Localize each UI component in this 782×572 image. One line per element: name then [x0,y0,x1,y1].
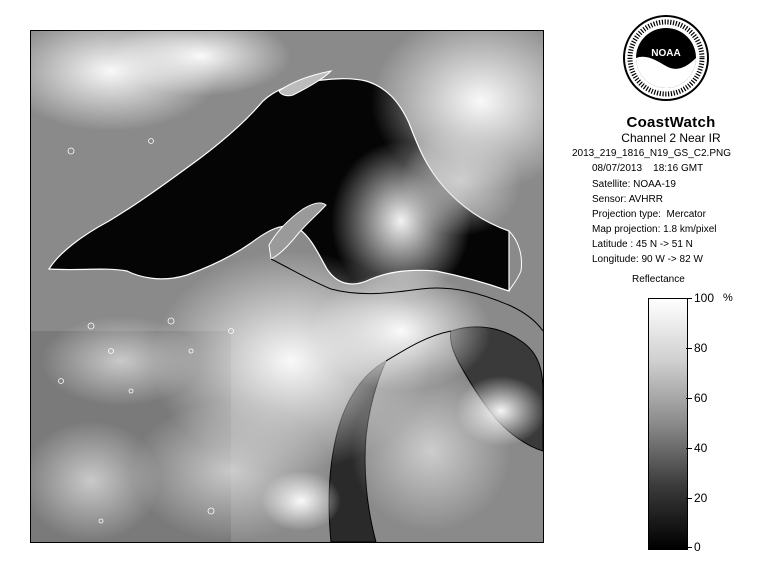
scale-unit: % [723,292,733,304]
channel-subtitle: Channel 2 Near IR [621,131,721,145]
scale-tick-label: 20 [694,491,708,505]
legend-panel [560,0,782,572]
latitude-text: Latitude : 45 N -> 51 N [592,239,693,250]
logo-text: NOAA [651,48,681,59]
scale-title: Reflectance [632,274,685,285]
scale-tick-label: 0 [694,540,701,554]
scale-tick-label: 100 [694,291,715,305]
projection-type-text: Projection type: Mercator [592,209,706,220]
noaa-logo [622,14,710,102]
filename-text: 2013_219_1816_N19_GS_C2.PNG [572,148,732,159]
reflectance-map [31,31,543,542]
scale-tick [686,448,692,449]
scale-tick [686,547,692,548]
scale-tick [686,498,692,499]
scale-tick-label: 40 [694,441,708,455]
satellite-image [30,30,544,543]
satellite-text: Satellite: NOAA-19 [592,179,676,190]
scale-tick [686,298,692,299]
scale-tick-label: 60 [694,391,708,405]
reflectance-colorbar [648,298,688,550]
datetime-text: 08/07/2013 18:16 GMT [592,163,704,174]
product-title: CoastWatch [626,114,716,131]
scale-tick-label: 80 [694,341,708,355]
map-projection-text: Map projection: 1.8 km/pixel [592,224,717,235]
scale-tick [686,348,692,349]
sensor-text: Sensor: AVHRR [592,194,663,205]
longitude-text: Longitude: 90 W -> 82 W [592,254,703,265]
scale-tick [686,398,692,399]
